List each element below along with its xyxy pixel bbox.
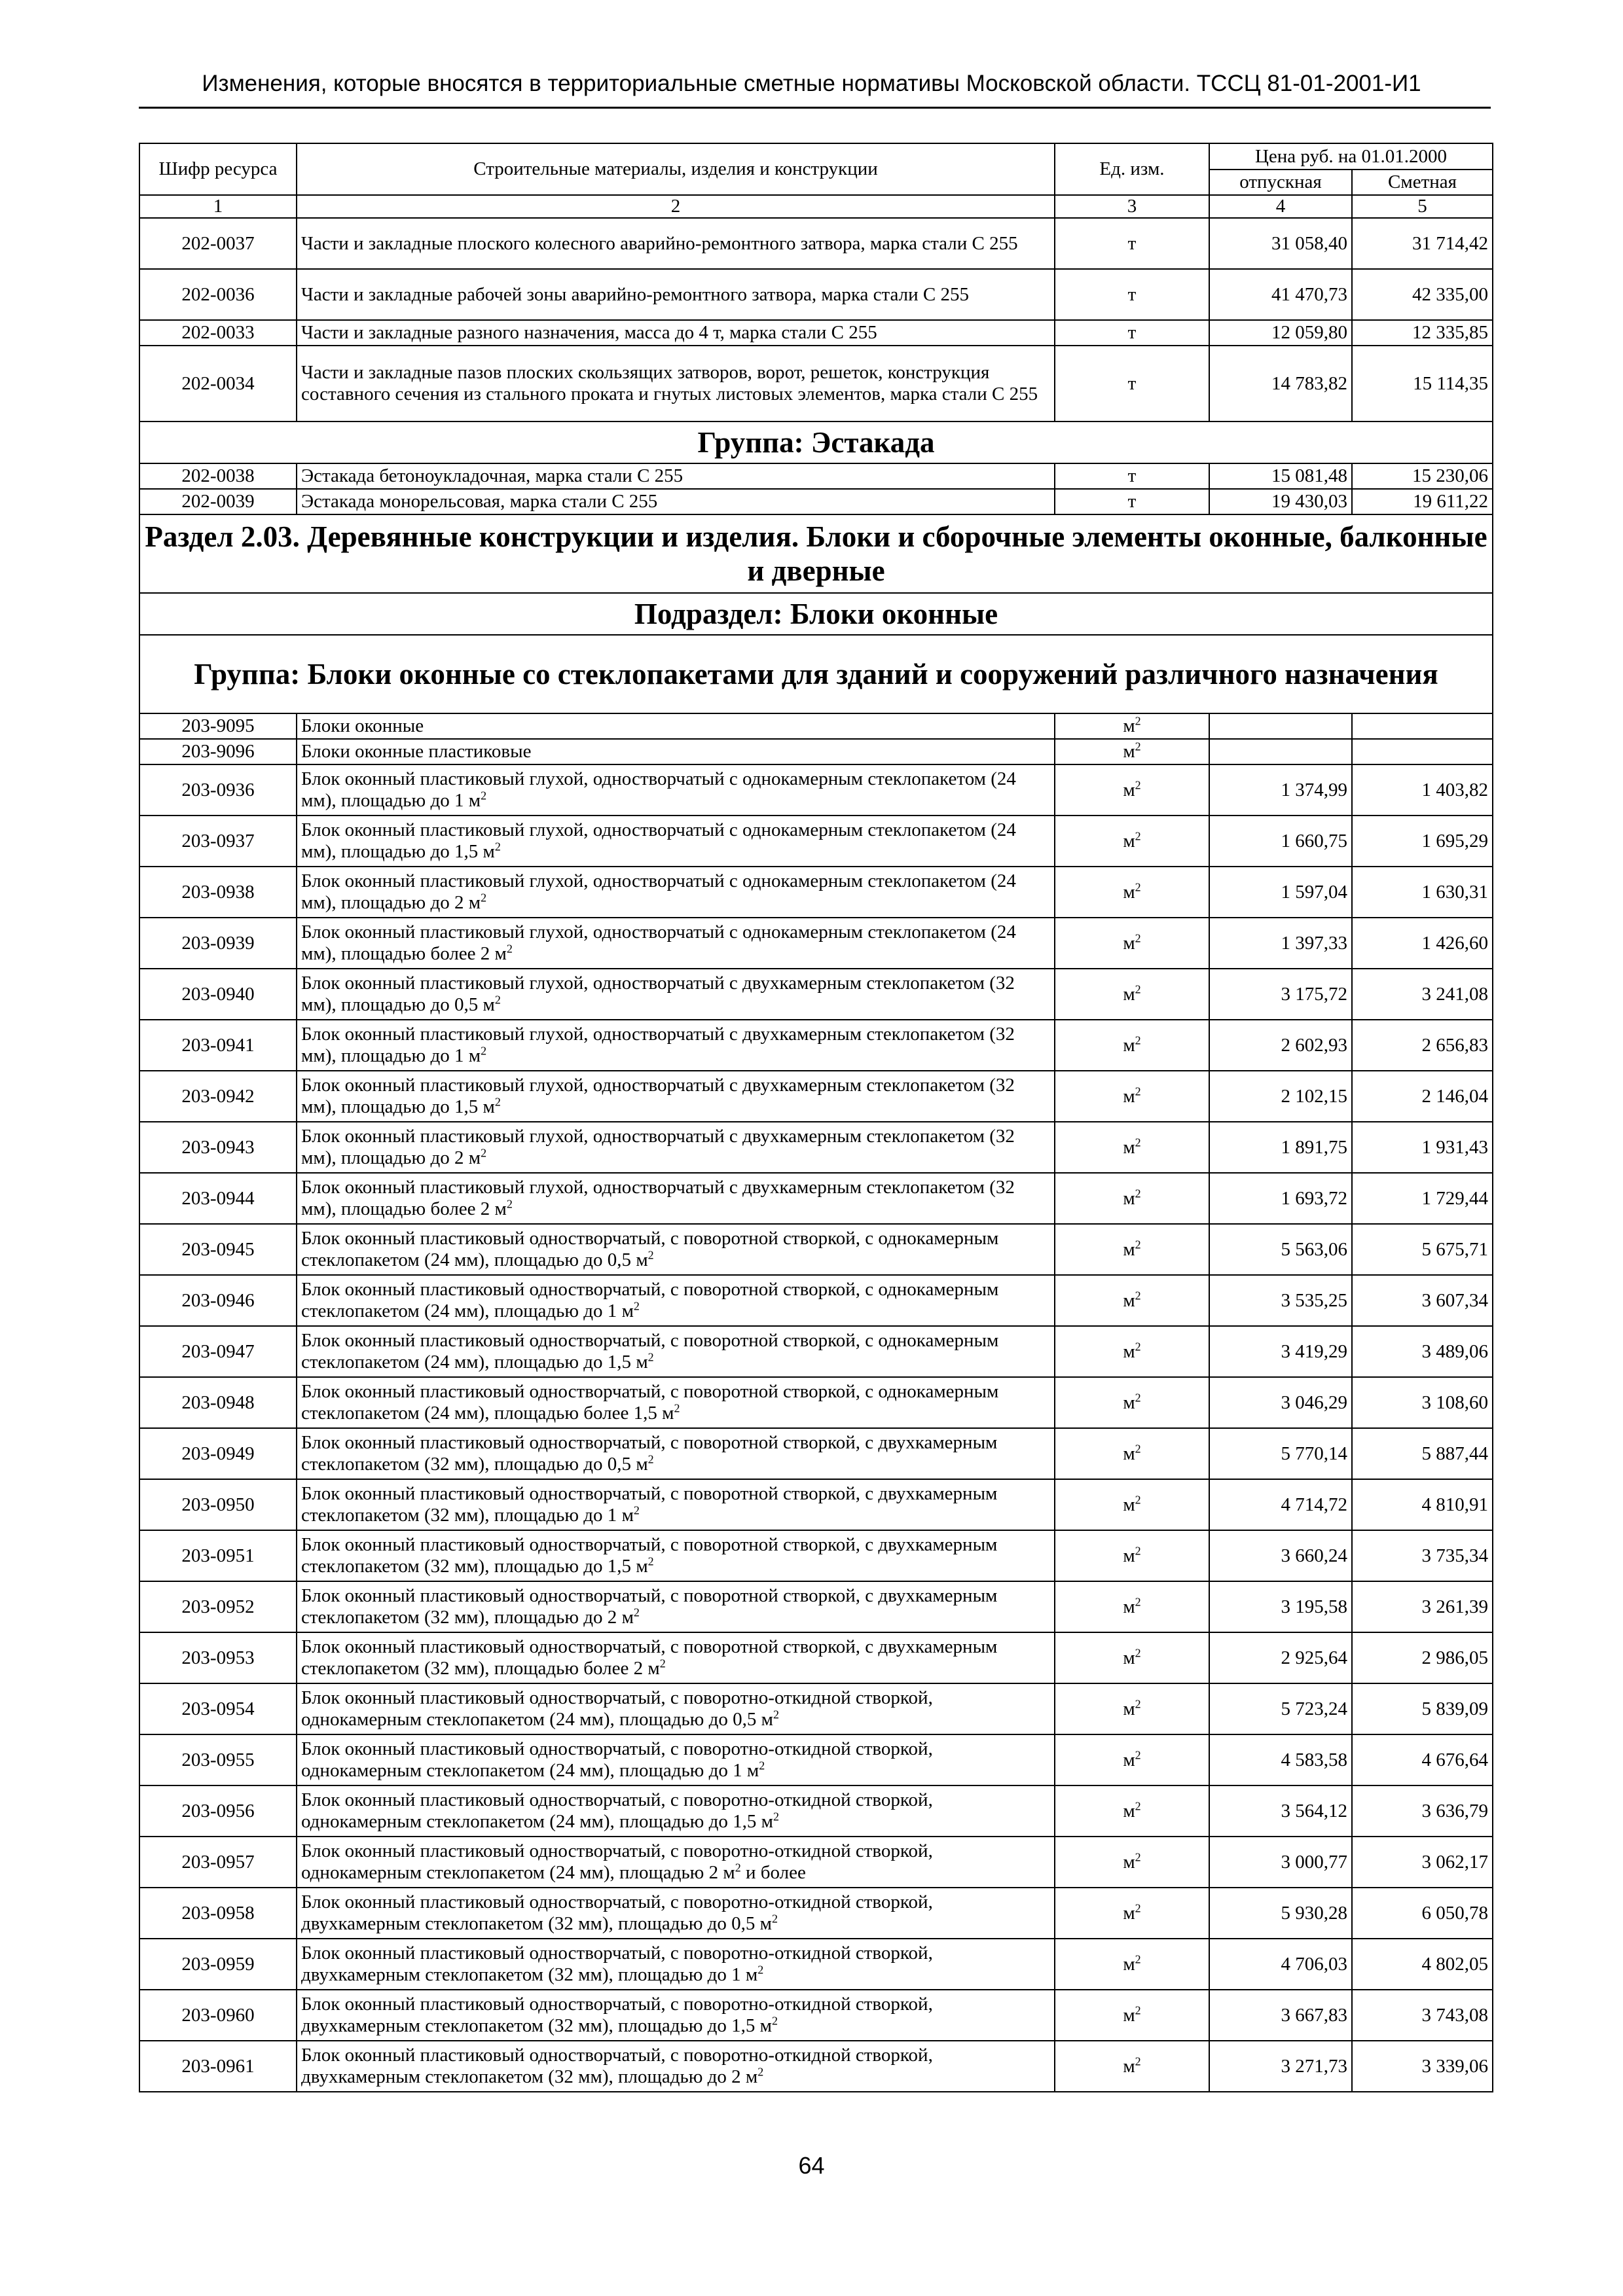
resource-code-cell: 203-0938 [139, 867, 297, 918]
unit-cell: $м^2$ [1055, 2041, 1209, 2092]
material-name-cell: Блок оконный пластиковый одностворчатый, с поворотной створкой, с однокамерным стеклопакетом (24 мм), площадью более 1,5 $м^2$ [297, 1377, 1055, 1428]
table-row [139, 816, 1493, 867]
estimate-price-cell: 1 931,43 [1352, 1122, 1493, 1173]
table-row [139, 218, 1493, 269]
unit-cell: $м^2$ [1055, 1173, 1209, 1224]
release-price-cell: 5 770,14 [1209, 1428, 1352, 1479]
estimate-price-cell: 4 810,91 [1352, 1479, 1493, 1530]
unit-cell: $м^2$ [1055, 969, 1209, 1020]
material-name-cell: Блок оконный пластиковый одностворчатый, с поворотно-откидной створкой, однокамерным стеклопакетом (24 мм), площадью до 0,5 $м^2$ [297, 1683, 1055, 1734]
release-price-cell: 3 535,25 [1209, 1275, 1352, 1326]
column-number-1: 1 [139, 195, 297, 218]
material-name-cell: Блок оконный пластиковый одностворчатый, с поворотно-откидной створкой, однокамерным стеклопакетом (24 мм), площадью до 1,5 $м^2$ [297, 1785, 1055, 1837]
estimate-price-cell: 1 695,29 [1352, 816, 1493, 867]
release-price-cell: 3 564,12 [1209, 1785, 1352, 1837]
unit-cell: $м^2$ [1055, 713, 1209, 739]
estimate-price-cell: 15 230,06 [1352, 463, 1493, 489]
release-price-cell: 4 706,03 [1209, 1939, 1352, 1990]
resource-code-cell: 203-0961 [139, 2041, 297, 2092]
estimate-price-cell: 1 630,31 [1352, 867, 1493, 918]
table-row [139, 1939, 1493, 1990]
table-row [139, 1428, 1493, 1479]
release-price-cell [1209, 713, 1352, 739]
release-price-cell: 3 667,83 [1209, 1990, 1352, 2041]
table-row [139, 320, 1493, 346]
estimate-price-cell: 3 241,08 [1352, 969, 1493, 1020]
resource-code-cell: 203-0959 [139, 1939, 297, 1990]
release-price-cell: 3 419,29 [1209, 1326, 1352, 1377]
column-number-4: 4 [1209, 195, 1352, 218]
release-price-cell: 5 930,28 [1209, 1888, 1352, 1939]
unit-cell: $м^2$ [1055, 1632, 1209, 1683]
table-row [139, 1224, 1493, 1275]
estimate-price-cell: 1 403,82 [1352, 764, 1493, 816]
page-number: 64 [798, 2152, 825, 2179]
unit-cell: $м^2$ [1055, 1428, 1209, 1479]
estimate-price-cell: 3 062,17 [1352, 1837, 1493, 1888]
table-body [139, 218, 1493, 2092]
table-row [139, 1990, 1493, 2041]
table-row [139, 346, 1493, 422]
group-heading-row [139, 635, 1493, 713]
material-name-cell: Части и закладные рабочей зоны аварийно-ремонтного затвора, марка стали С 255 [297, 269, 1055, 320]
unit-cell: $м^2$ [1055, 1530, 1209, 1581]
unit-cell: т [1055, 269, 1209, 320]
resource-code-cell: 203-0937 [139, 816, 297, 867]
estimate-price-cell [1352, 739, 1493, 764]
material-name-cell: Блок оконный пластиковый глухой, одностворчатый с однокамерным стеклопакетом (24 мм), площадью более 2 $м^2$ [297, 918, 1055, 969]
table-row [139, 1888, 1493, 1939]
unit-cell: $м^2$ [1055, 918, 1209, 969]
release-price-cell: 31 058,40 [1209, 218, 1352, 269]
release-price-cell: 3 000,77 [1209, 1837, 1352, 1888]
resource-code-cell: 203-0947 [139, 1326, 297, 1377]
material-name-cell: Блок оконный пластиковый одностворчатый, с поворотной створкой, с двухкамерным стеклопакетом (32 мм), площадью до 1 $м^2$ [297, 1479, 1055, 1530]
column-number-2: 2 [297, 195, 1055, 218]
column-header-unit: Ед. изм. [1055, 143, 1209, 195]
material-name-cell: Эстакада бетоноукладочная, марка стали С 255 [297, 463, 1055, 489]
resource-code-cell: 203-0948 [139, 1377, 297, 1428]
estimate-price-cell: 19 611,22 [1352, 489, 1493, 514]
estimate-price-cell: 3 339,06 [1352, 2041, 1493, 2092]
material-name-cell: Блок оконный пластиковый одностворчатый, с поворотной створкой, с однокамерным стеклопакетом (24 мм), площадью до 1,5 $м^2$ [297, 1326, 1055, 1377]
estimate-price-cell: 4 802,05 [1352, 1939, 1493, 1990]
table-row [139, 1020, 1493, 1071]
release-price-cell: 4 583,58 [1209, 1734, 1352, 1785]
table-row [139, 1071, 1493, 1122]
material-name-cell: Блок оконный пластиковый одностворчатый, с поворотной створкой, с двухкамерным стеклопакетом (32 мм), площадью до 1,5 $м^2$ [297, 1530, 1055, 1581]
release-price-cell: 3 175,72 [1209, 969, 1352, 1020]
material-name-cell: Блок оконный пластиковый глухой, одностворчатый с двухкамерным стеклопакетом (32 мм), площадью до 2 $м^2$ [297, 1122, 1055, 1173]
resource-code-cell: 202-0037 [139, 218, 297, 269]
unit-cell: т [1055, 218, 1209, 269]
release-price-cell: 5 563,06 [1209, 1224, 1352, 1275]
unit-cell: $м^2$ [1055, 867, 1209, 918]
group-heading: Группа: Эстакада [139, 422, 1493, 463]
material-name-cell: Блок оконный пластиковый глухой, одностворчатый с однокамерным стеклопакетом (24 мм), площадью до 1 $м^2$ [297, 764, 1055, 816]
table-row [139, 867, 1493, 918]
resource-code-cell: 203-0936 [139, 764, 297, 816]
material-name-cell: Блок оконный пластиковый одностворчатый, с поворотно-откидной створкой, однокамерным стеклопакетом (24 мм), площадью 2 $м^2$ и более [297, 1837, 1055, 1888]
table-row [139, 1377, 1493, 1428]
estimate-price-cell: 2 986,05 [1352, 1632, 1493, 1683]
material-name-cell: Блок оконный пластиковый глухой, одностворчатый с двухкамерным стеклопакетом (32 мм), площадью до 0,5 $м^2$ [297, 969, 1055, 1020]
estimate-price-cell: 1 729,44 [1352, 1173, 1493, 1224]
table-row [139, 1173, 1493, 1224]
material-name-cell: Блок оконный пластиковый одностворчатый, с поворотно-откидной створкой, двухкамерным стеклопакетом (32 мм), площадью до 2 $м^2$ [297, 2041, 1055, 2092]
estimate-price-cell: 3 489,06 [1352, 1326, 1493, 1377]
table-row [139, 969, 1493, 1020]
estimate-price-cell: 3 636,79 [1352, 1785, 1493, 1837]
resource-code-cell: 202-0039 [139, 489, 297, 514]
unit-cell: $м^2$ [1055, 764, 1209, 816]
material-name-cell: Части и закладные разного назначения, масса до 4 т, марка стали С 255 [297, 320, 1055, 346]
unit-cell: $м^2$ [1055, 1990, 1209, 2041]
resource-code-cell: 202-0033 [139, 320, 297, 346]
table-row [139, 1632, 1493, 1683]
release-price-cell: 4 714,72 [1209, 1479, 1352, 1530]
unit-cell: $м^2$ [1055, 1020, 1209, 1071]
material-name-cell: Блок оконный пластиковый глухой, одностворчатый с однокамерным стеклопакетом (24 мм), площадью до 2 $м^2$ [297, 867, 1055, 918]
resource-code-cell: 202-0034 [139, 346, 297, 422]
release-price-cell: 1 597,04 [1209, 867, 1352, 918]
material-name-cell: Блок оконный пластиковый одностворчатый, с поворотно-откидной створкой, двухкамерным стеклопакетом (32 мм), площадью до 1 $м^2$ [297, 1939, 1055, 1990]
material-name-cell: Блок оконный пластиковый одностворчатый, с поворотно-откидной створкой, двухкамерным стеклопакетом (32 мм), площадью до 1,5 $м^2$ [297, 1990, 1055, 2041]
resource-code-cell: 203-9096 [139, 739, 297, 764]
release-price-cell: 1 374,99 [1209, 764, 1352, 816]
estimate-price-cell: 3 108,60 [1352, 1377, 1493, 1428]
table-row [139, 2041, 1493, 2092]
unit-cell: $м^2$ [1055, 816, 1209, 867]
material-name-cell: Эстакада монорельсовая, марка стали С 255 [297, 489, 1055, 514]
estimate-price-cell: 4 676,64 [1352, 1734, 1493, 1785]
material-name-cell: Блок оконный пластиковый глухой, одностворчатый с однокамерным стеклопакетом (24 мм), площадью до 1,5 $м^2$ [297, 816, 1055, 867]
table-row [139, 1479, 1493, 1530]
table-row [139, 1683, 1493, 1734]
release-price-cell: 1 693,72 [1209, 1173, 1352, 1224]
unit-cell: $м^2$ [1055, 1224, 1209, 1275]
unit-cell: $м^2$ [1055, 1785, 1209, 1837]
estimate-price-cell: 3 261,39 [1352, 1581, 1493, 1632]
release-price-cell: 1 660,75 [1209, 816, 1352, 867]
column-header-price: Цена руб. на 01.01.2000 [1209, 143, 1493, 170]
resource-code-cell: 203-0953 [139, 1632, 297, 1683]
estimate-price-cell: 15 114,35 [1352, 346, 1493, 422]
table-row [139, 739, 1493, 764]
estimate-price-cell: 5 839,09 [1352, 1683, 1493, 1734]
page-header-title: Изменения, которые вносятся в территориальные сметные нормативы Московской области. ТССЦ 81-01-2001-И1 [202, 71, 1421, 96]
material-name-cell: Части и закладные пазов плоских скользящих затворов, ворот, решеток, конструкция составного сечения из стального проката и гнутых листовых элементов, марка стали С 255 [297, 346, 1055, 422]
column-header-estimate-price: Сметная [1352, 170, 1493, 195]
release-price-cell: 2 925,64 [1209, 1632, 1352, 1683]
resource-code-cell: 203-0955 [139, 1734, 297, 1785]
material-name-cell: Блоки оконные [297, 713, 1055, 739]
unit-cell: $м^2$ [1055, 1734, 1209, 1785]
column-header-code: Шифр ресурса [139, 143, 297, 195]
unit-cell: $м^2$ [1055, 1071, 1209, 1122]
resource-code-cell: 203-0942 [139, 1071, 297, 1122]
estimate-price-cell: 31 714,42 [1352, 218, 1493, 269]
group-heading: Подраздел: Блоки оконные [139, 593, 1493, 635]
resource-code-cell: 203-0945 [139, 1224, 297, 1275]
unit-cell: $м^2$ [1055, 1479, 1209, 1530]
group-heading-row [139, 514, 1493, 593]
unit-cell: $м^2$ [1055, 1581, 1209, 1632]
table-row [139, 269, 1493, 320]
unit-cell: $м^2$ [1055, 1275, 1209, 1326]
table-row [139, 1122, 1493, 1173]
estimate-price-cell: 2 656,83 [1352, 1020, 1493, 1071]
release-price-cell: 1 397,33 [1209, 918, 1352, 969]
estimate-price-cell: 2 146,04 [1352, 1071, 1493, 1122]
resource-code-cell: 203-9095 [139, 713, 297, 739]
resource-code-cell: 203-0960 [139, 1990, 297, 2041]
resource-code-cell: 203-0941 [139, 1020, 297, 1071]
resource-code-cell: 203-0951 [139, 1530, 297, 1581]
material-name-cell: Блок оконный пластиковый одностворчатый, с поворотной створкой, с двухкамерным стеклопакетом (32 мм), площадью до 0,5 $м^2$ [297, 1428, 1055, 1479]
estimate-price-cell: 5 675,71 [1352, 1224, 1493, 1275]
table-row [139, 1581, 1493, 1632]
table-row [139, 1785, 1493, 1837]
header-rule [139, 107, 1491, 109]
material-name-cell: Блоки оконные пластиковые [297, 739, 1055, 764]
estimate-price-cell: 3 743,08 [1352, 1990, 1493, 2041]
table-row [139, 1734, 1493, 1785]
release-price-cell: 1 891,75 [1209, 1122, 1352, 1173]
resource-code-cell: 203-0939 [139, 918, 297, 969]
release-price-cell: 3 660,24 [1209, 1530, 1352, 1581]
material-name-cell: Части и закладные плоского колесного аварийно-ремонтного затвора, марка стали С 255 [297, 218, 1055, 269]
release-price-cell: 19 430,03 [1209, 489, 1352, 514]
release-price-cell: 2 602,93 [1209, 1020, 1352, 1071]
resource-code-cell: 203-0950 [139, 1479, 297, 1530]
resource-code-cell: 203-0952 [139, 1581, 297, 1632]
group-heading: Раздел 2.03. Деревянные конструкции и изделия. Блоки и сборочные элементы оконные, балконные и дверные [139, 514, 1493, 593]
unit-cell: $м^2$ [1055, 1888, 1209, 1939]
estimate-price-cell: 3 607,34 [1352, 1275, 1493, 1326]
unit-cell: т [1055, 320, 1209, 346]
release-price-cell: 5 723,24 [1209, 1683, 1352, 1734]
table-row [139, 713, 1493, 739]
unit-cell: $м^2$ [1055, 1837, 1209, 1888]
release-price-cell: 14 783,82 [1209, 346, 1352, 422]
material-name-cell: Блок оконный пластиковый одностворчатый, с поворотной створкой, с однокамерным стеклопакетом (24 мм), площадью до 1 $м^2$ [297, 1275, 1055, 1326]
table-row [139, 1530, 1493, 1581]
material-name-cell: Блок оконный пластиковый глухой, одностворчатый с двухкамерным стеклопакетом (32 мм), площадью до 1 $м^2$ [297, 1020, 1055, 1071]
resource-code-cell: 203-0956 [139, 1785, 297, 1837]
table-row [139, 1275, 1493, 1326]
unit-cell: $м^2$ [1055, 739, 1209, 764]
resource-code-cell: 203-0957 [139, 1837, 297, 1888]
estimate-price-cell: 1 426,60 [1352, 918, 1493, 969]
table-row [139, 764, 1493, 816]
unit-cell: т [1055, 463, 1209, 489]
unit-cell: $м^2$ [1055, 1683, 1209, 1734]
release-price-cell: 15 081,48 [1209, 463, 1352, 489]
resource-code-cell: 203-0949 [139, 1428, 297, 1479]
material-name-cell: Блок оконный пластиковый одностворчатый, с поворотной створкой, с однокамерным стеклопакетом (24 мм), площадью до 0,5 $м^2$ [297, 1224, 1055, 1275]
unit-cell: $м^2$ [1055, 1939, 1209, 1990]
estimate-price-cell: 5 887,44 [1352, 1428, 1493, 1479]
group-heading-row [139, 593, 1493, 635]
release-price-cell: 3 271,73 [1209, 2041, 1352, 2092]
column-number-5: 5 [1352, 195, 1493, 218]
resource-code-cell: 203-0944 [139, 1173, 297, 1224]
material-name-cell: Блок оконный пластиковый глухой, одностворчатый с двухкамерным стеклопакетом (32 мм), площадью более 2 $м^2$ [297, 1173, 1055, 1224]
group-heading: Группа: Блоки оконные со стеклопакетами для зданий и сооружений различного назначения [139, 635, 1493, 713]
table-head [139, 143, 1493, 218]
unit-cell: $м^2$ [1055, 1377, 1209, 1428]
table-row [139, 1837, 1493, 1888]
release-price-cell: 12 059,80 [1209, 320, 1352, 346]
resource-code-cell: 203-0946 [139, 1275, 297, 1326]
material-name-cell: Блок оконный пластиковый одностворчатый, с поворотной створкой, с двухкамерным стеклопакетом (32 мм), площадью более 2 $м^2$ [297, 1632, 1055, 1683]
estimate-price-cell: 42 335,00 [1352, 269, 1493, 320]
estimate-price-cell: 6 050,78 [1352, 1888, 1493, 1939]
table-row [139, 463, 1493, 489]
estimate-price-cell [1352, 713, 1493, 739]
resource-code-cell: 203-0954 [139, 1683, 297, 1734]
material-name-cell: Блок оконный пластиковый одностворчатый, с поворотно-откидной створкой, двухкамерным стеклопакетом (32 мм), площадью до 0,5 $м^2$ [297, 1888, 1055, 1939]
resource-code-cell: 203-0943 [139, 1122, 297, 1173]
estimate-price-cell: 12 335,85 [1352, 320, 1493, 346]
material-name-cell: Блок оконный пластиковый одностворчатый, с поворотной створкой, с двухкамерным стеклопакетом (32 мм), площадью до 2 $м^2$ [297, 1581, 1055, 1632]
resource-code-cell: 202-0036 [139, 269, 297, 320]
release-price-cell: 2 102,15 [1209, 1071, 1352, 1122]
release-price-cell [1209, 739, 1352, 764]
material-name-cell: Блок оконный пластиковый глухой, одностворчатый с двухкамерным стеклопакетом (32 мм), площадью до 1,5 $м^2$ [297, 1071, 1055, 1122]
material-name-cell: Блок оконный пластиковый одностворчатый, с поворотно-откидной створкой, однокамерным стеклопакетом (24 мм), площадью до 1 $м^2$ [297, 1734, 1055, 1785]
resource-code-cell: 202-0038 [139, 463, 297, 489]
unit-cell: т [1055, 489, 1209, 514]
release-price-cell: 3 046,29 [1209, 1377, 1352, 1428]
resource-code-cell: 203-0940 [139, 969, 297, 1020]
table-row [139, 1326, 1493, 1377]
unit-cell: $м^2$ [1055, 1326, 1209, 1377]
price-table [139, 143, 1493, 2092]
table-row [139, 918, 1493, 969]
column-header-release-price: отпускная [1209, 170, 1352, 195]
estimate-price-cell: 3 735,34 [1352, 1530, 1493, 1581]
resource-code-cell: 203-0958 [139, 1888, 297, 1939]
column-number-3: 3 [1055, 195, 1209, 218]
release-price-cell: 3 195,58 [1209, 1581, 1352, 1632]
table-row [139, 489, 1493, 514]
unit-cell: т [1055, 346, 1209, 422]
unit-cell: $м^2$ [1055, 1122, 1209, 1173]
column-header-name: Строительные материалы, изделия и конструкции [297, 143, 1055, 195]
group-heading-row [139, 422, 1493, 463]
release-price-cell: 41 470,73 [1209, 269, 1352, 320]
